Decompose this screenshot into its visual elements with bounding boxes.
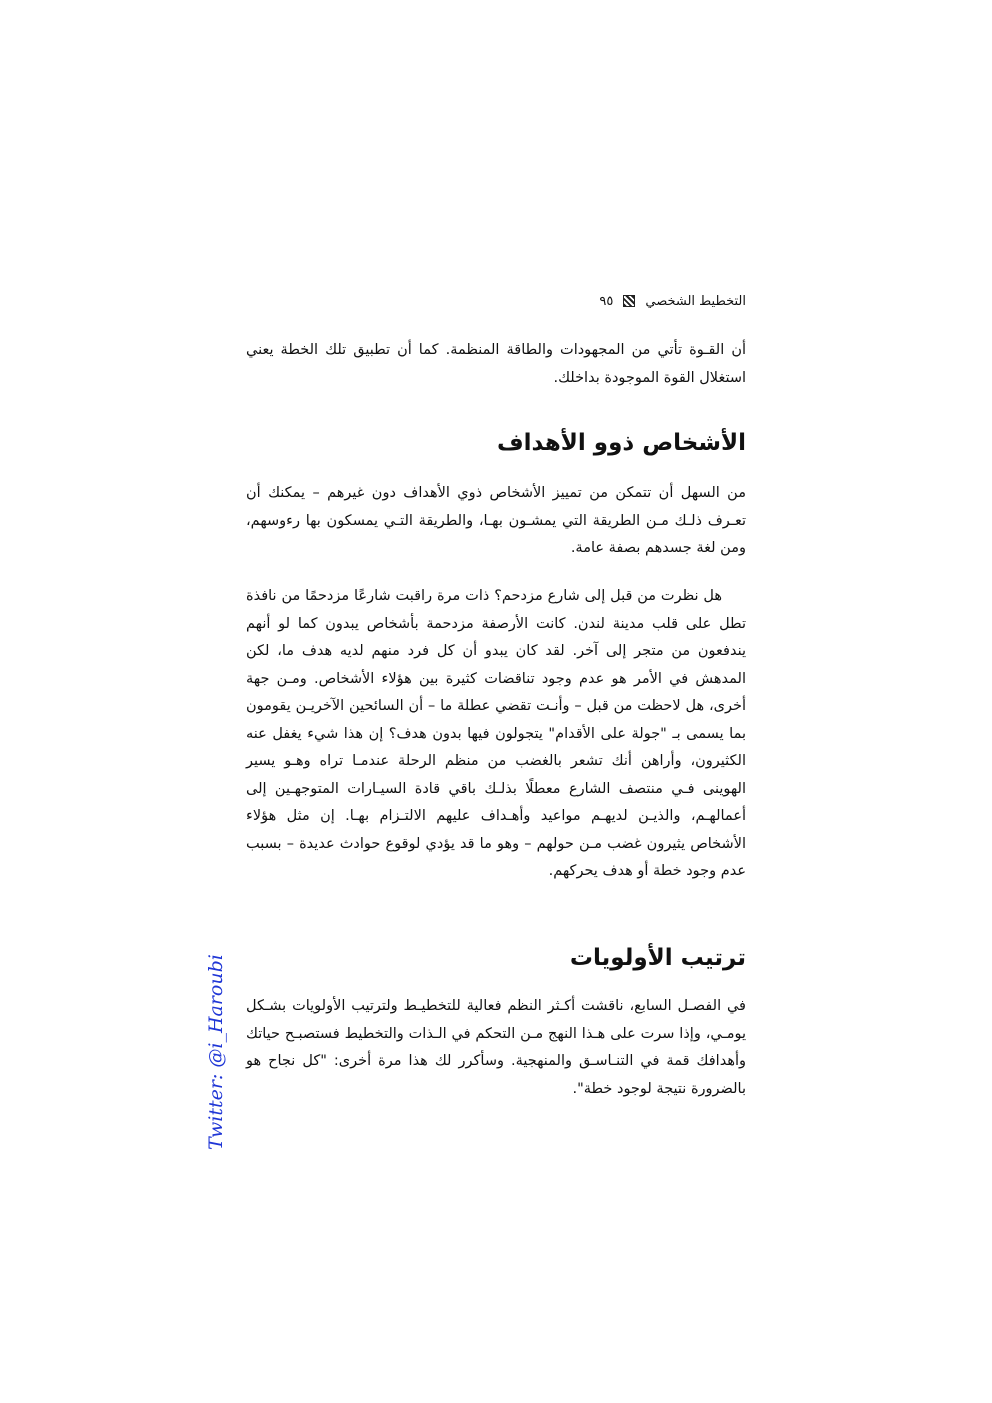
section-priorities-body: [246, 993, 746, 1103]
paragraph: هل نظرت من قبل إلى شارع مزدحم؟ ذات مرة راقبت شارعًا مزدحمًا من نافذة تطل على قلب مدينة لندن. كانت الأرصفة مزدحمة بأشخاص يبدون كما لو أنهم يندفعون من متجر إلى آخر. لقد كان يبدو أن كل فرد منهم لديه هدف ما، لكن المدهش في الأمر هو عدم وجود تناقضات كثيرة بين هؤلاء الأشخاص. ومـن جهة أخرى، هل لاحظت من قبل – وأنـت تقضي عطلة ما – أن السائحين الآخريـن يقومون بما يسمى بـ "جولة على الأقدام" يتجولون فيها بدون هدف؟ إن هذا شيء يغفل عنه الكثيرون، وأراهن أنك تشعر بالغضب من منظم الرحلة عندمـا تراه وهـو يسير الهوينى فـي منتصف الشارع معطلًا بذلـك باقي قادة السيـارات المتوجهـين إلى أعمالهـم، والذيـن لديهـم مواعيد وأهـداف عليهم الالتـزام بهـا. إن مثل هؤلاء الأشخاص يثيرون غضب مـن حولهم – وهو ما قد يؤدي لوقوع حوادث عديدة – بسبب عدم وجود خطة أو هدف يحركهم.: [246, 588, 746, 879]
section-heading: ترتيب الأولويات: [569, 945, 746, 971]
paragraph: من السهل أن تتمكن من تمييز الأشخاص ذوي الأهداف دون غيرهم – يمكنك أن تعـرف ذلـك مـن الطريقة التي يمشـون بهـا، والطريقة التـي يمسكون بها رءوسهم، ومن لغة جسدهم بصفة عامة.: [246, 485, 746, 556]
intro-block: [246, 337, 746, 392]
intro-paragraph: أن القـوة تأتي من المجهودات والطاقة المنظمة. كما أن تطبيق تلك الخطة يعني استغلال القوة الموجودة بداخلك.: [246, 342, 746, 386]
section-goals-body-2: [246, 583, 746, 886]
section-goals: [246, 428, 746, 458]
section-priorities: [246, 943, 746, 973]
section-heading: الأشخاص ذوو الأهداف: [496, 430, 746, 456]
chapter-title: التخطيط الشخصي: [645, 293, 746, 309]
ornament-icon: [623, 295, 635, 307]
page-number: ٩٥: [599, 293, 614, 309]
watermark-text: Twitter: @i_Haroubi: [205, 954, 227, 1150]
running-header: [246, 291, 746, 311]
section-goals-body: [246, 480, 746, 563]
paragraph: في الفصـل السابع، ناقشت أكـثر النظم فعالية للتخطيـط ولترتيب الأولويات بشـكل يومـي، وإذا سرت على هـذا النهج مـن التحكم في الـذات والتخطيط فستصبـح حياتك وأهدافك قمة في التنـاسـق والمنهجية. وسأكرر لك هذا مرة أخرى: "كل نجاح هو بالضرورة نتيجة لوجود خطة".: [246, 998, 746, 1097]
